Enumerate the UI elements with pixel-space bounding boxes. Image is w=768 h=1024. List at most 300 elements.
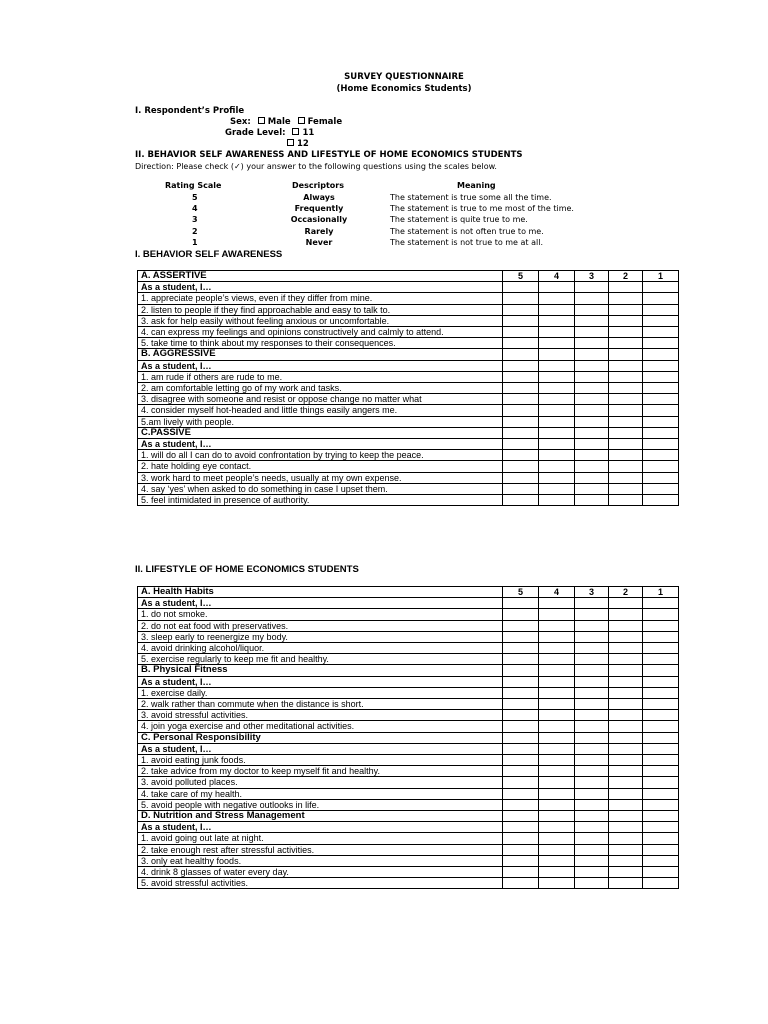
group-stem-text: As a student, I… — [138, 822, 503, 833]
rating-cell[interactable] — [503, 483, 539, 494]
rating-cell[interactable] — [539, 495, 575, 506]
rating-cell[interactable] — [609, 855, 643, 866]
rating-cell[interactable] — [575, 293, 609, 304]
question-row-text: 2. listen to people if they find approachable and easy to talk to. — [138, 304, 503, 315]
question-row — [138, 710, 679, 721]
rating-cell[interactable] — [503, 643, 539, 654]
empty-cell — [643, 439, 679, 450]
rating-cell[interactable] — [539, 620, 575, 631]
group-stem — [138, 676, 679, 687]
question-row — [138, 416, 679, 427]
rating-cell[interactable] — [503, 766, 539, 777]
rating-cell[interactable] — [609, 405, 643, 416]
rating-cell[interactable] — [575, 687, 609, 698]
rating-cell[interactable] — [539, 833, 575, 844]
question-row — [138, 643, 679, 654]
rating-cell[interactable] — [575, 844, 609, 855]
rating-cell[interactable] — [575, 383, 609, 394]
scale-column-header: 4 — [539, 271, 575, 282]
rating-cell[interactable] — [539, 338, 575, 349]
rating-cell[interactable] — [539, 766, 575, 777]
rating-cell[interactable] — [643, 799, 679, 810]
rating-cell[interactable] — [539, 383, 575, 394]
empty-cell — [503, 665, 539, 676]
group-heading-text: C.PASSIVE — [138, 427, 503, 438]
empty-cell — [539, 282, 575, 293]
rating-cell[interactable] — [575, 766, 609, 777]
question-row — [138, 878, 679, 889]
empty-cell — [575, 665, 609, 676]
rating-cell[interactable] — [503, 654, 539, 665]
rating-cell[interactable] — [609, 620, 643, 631]
respondent-profile-heading: I. Respondent’s Profile — [135, 106, 245, 116]
empty-cell — [575, 822, 609, 833]
empty-cell — [539, 598, 575, 609]
question-row-text: 1. will do all I can do to avoid confrontation by trying to keep the peace. — [138, 450, 503, 461]
rating-cell[interactable] — [539, 450, 575, 461]
rating-scale-header-meaning: Meaning — [457, 181, 496, 190]
rating-cell[interactable] — [575, 833, 609, 844]
empty-cell — [539, 822, 575, 833]
question-row-text: 5. feel intimidated in presence of authority. — [138, 495, 503, 506]
question-row-text: 5.am lively with people. — [138, 416, 503, 427]
scale-column-header: 5 — [503, 587, 539, 598]
group-heading — [138, 811, 679, 822]
rating-cell[interactable] — [609, 483, 643, 494]
rating-cell[interactable] — [643, 472, 679, 483]
rating-cell[interactable] — [575, 710, 609, 721]
question-row — [138, 833, 679, 844]
rating-cell[interactable] — [609, 777, 643, 788]
rating-cell[interactable] — [643, 844, 679, 855]
question-row — [138, 788, 679, 799]
question-row — [138, 620, 679, 631]
rating-cell[interactable] — [539, 710, 575, 721]
rating-cell[interactable] — [643, 833, 679, 844]
empty-cell — [609, 743, 643, 754]
rating-cell[interactable] — [609, 643, 643, 654]
rating-scale-value: 1 — [192, 237, 198, 247]
empty-cell — [503, 427, 539, 438]
rating-cell[interactable] — [575, 338, 609, 349]
question-row-text: 3. only eat healthy foods. — [138, 855, 503, 866]
rating-cell[interactable] — [503, 315, 539, 326]
rating-cell[interactable] — [503, 450, 539, 461]
rating-cell[interactable] — [643, 495, 679, 506]
rating-cell[interactable] — [503, 755, 539, 766]
rating-cell[interactable] — [575, 472, 609, 483]
question-row-text: 1. am rude if others are rude to me. — [138, 371, 503, 382]
rating-scale-descriptor: Always — [303, 193, 335, 202]
rating-cell[interactable] — [575, 654, 609, 665]
group-heading — [138, 665, 679, 676]
rating-cell[interactable] — [643, 777, 679, 788]
group-stem — [138, 360, 679, 371]
rating-cell[interactable] — [575, 799, 609, 810]
rating-cell[interactable] — [643, 721, 679, 732]
rating-cell[interactable] — [609, 327, 643, 338]
rating-cell[interactable] — [539, 788, 575, 799]
question-row — [138, 394, 679, 405]
rating-cell[interactable] — [503, 338, 539, 349]
rating-cell[interactable] — [503, 777, 539, 788]
question-row — [138, 483, 679, 494]
rating-cell[interactable] — [575, 620, 609, 631]
group-stem-text: As a student, I… — [138, 676, 503, 687]
rating-cell[interactable] — [609, 394, 643, 405]
question-row — [138, 450, 679, 461]
rating-cell[interactable] — [609, 495, 643, 506]
rating-cell[interactable] — [539, 721, 575, 732]
rating-cell[interactable] — [609, 338, 643, 349]
rating-scale-row — [0, 215, 768, 226]
rating-cell[interactable] — [575, 483, 609, 494]
rating-cell[interactable] — [503, 710, 539, 721]
rating-cell[interactable] — [503, 293, 539, 304]
rating-cell[interactable] — [643, 327, 679, 338]
rating-cell[interactable] — [609, 609, 643, 620]
rating-cell[interactable] — [503, 394, 539, 405]
sex-field — [230, 117, 342, 127]
question-row — [138, 495, 679, 506]
rating-cell[interactable] — [503, 383, 539, 394]
rating-scale-descriptor: Never — [305, 237, 333, 247]
empty-cell — [539, 743, 575, 754]
male-checkbox[interactable] — [258, 117, 265, 124]
rating-cell[interactable] — [643, 631, 679, 642]
rating-cell[interactable] — [539, 799, 575, 810]
question-row-text: 3. work hard to meet people’s needs, usually at my own expense. — [138, 472, 503, 483]
group-heading — [138, 587, 679, 598]
question-row-text: 4. consider myself hot-headed and little things easily angers me. — [138, 405, 503, 416]
rating-cell[interactable] — [539, 327, 575, 338]
question-row — [138, 304, 679, 315]
rating-cell[interactable] — [643, 687, 679, 698]
rating-cell[interactable] — [643, 315, 679, 326]
rating-cell[interactable] — [503, 620, 539, 631]
question-row-text: 4. avoid drinking alcohol/liquor. — [138, 643, 503, 654]
rating-cell[interactable] — [539, 472, 575, 483]
rating-cell[interactable] — [575, 643, 609, 654]
rating-cell[interactable] — [575, 416, 609, 427]
rating-cell[interactable] — [643, 371, 679, 382]
rating-cell[interactable] — [575, 855, 609, 866]
rating-scale-header — [0, 181, 768, 192]
grade-12-checkbox[interactable] — [287, 139, 294, 146]
empty-cell — [503, 349, 539, 360]
rating-cell[interactable] — [609, 461, 643, 472]
empty-cell — [539, 427, 575, 438]
rating-cell[interactable] — [503, 799, 539, 810]
rating-cell[interactable] — [503, 416, 539, 427]
rating-cell[interactable] — [539, 855, 575, 866]
rating-scale-meaning: The statement is not often true to me. — [390, 226, 544, 236]
empty-cell — [503, 732, 539, 743]
rating-cell[interactable] — [575, 777, 609, 788]
question-row-text: 3. avoid polluted places. — [138, 777, 503, 788]
rating-cell[interactable] — [575, 461, 609, 472]
rating-cell[interactable] — [503, 609, 539, 620]
empty-cell — [539, 676, 575, 687]
empty-cell — [539, 811, 575, 822]
question-row-text: 5. take time to think about my responses to their consequences. — [138, 338, 503, 349]
question-row-text: 4. join yoga exercise and other meditational activities. — [138, 721, 503, 732]
behavior-self-awareness-table — [137, 270, 679, 506]
question-row — [138, 766, 679, 777]
rating-cell[interactable] — [503, 687, 539, 698]
rating-cell[interactable] — [539, 416, 575, 427]
rating-cell[interactable] — [503, 844, 539, 855]
rating-cell[interactable] — [503, 472, 539, 483]
question-row — [138, 721, 679, 732]
rating-cell[interactable] — [539, 867, 575, 878]
group-heading-text: A. Health Habits — [138, 587, 503, 598]
rating-cell[interactable] — [539, 609, 575, 620]
rating-cell[interactable] — [609, 293, 643, 304]
empty-cell — [643, 349, 679, 360]
rating-cell[interactable] — [575, 867, 609, 878]
rating-cell[interactable] — [503, 371, 539, 382]
survey-title: SURVEY QUESTIONNAIRE — [344, 72, 464, 82]
empty-cell — [575, 598, 609, 609]
rating-cell[interactable] — [643, 878, 679, 889]
empty-cell — [643, 811, 679, 822]
rating-cell[interactable] — [643, 710, 679, 721]
rating-cell[interactable] — [575, 405, 609, 416]
rating-cell[interactable] — [643, 383, 679, 394]
group-heading-text: C. Personal Responsibility — [138, 732, 503, 743]
rating-cell[interactable] — [575, 304, 609, 315]
question-row — [138, 867, 679, 878]
empty-cell — [643, 427, 679, 438]
rating-cell[interactable] — [503, 833, 539, 844]
rating-cell[interactable] — [539, 654, 575, 665]
rating-cell[interactable] — [539, 699, 575, 710]
rating-scale-value: 4 — [192, 204, 198, 214]
empty-cell — [643, 598, 679, 609]
survey-subtitle: (Home Economics Students) — [336, 84, 472, 94]
rating-cell[interactable] — [609, 699, 643, 710]
empty-cell — [575, 439, 609, 450]
rating-cell[interactable] — [609, 867, 643, 878]
rating-cell[interactable] — [609, 721, 643, 732]
rating-cell[interactable] — [503, 461, 539, 472]
rating-cell[interactable] — [609, 687, 643, 698]
rating-cell[interactable] — [575, 755, 609, 766]
empty-cell — [643, 822, 679, 833]
rating-cell[interactable] — [643, 461, 679, 472]
rating-scale-descriptor: Rarely — [304, 226, 334, 236]
rating-cell[interactable] — [643, 867, 679, 878]
group-heading-text: D. Nutrition and Stress Management — [138, 811, 503, 822]
rating-cell[interactable] — [609, 315, 643, 326]
rating-cell[interactable] — [609, 450, 643, 461]
empty-cell — [609, 360, 643, 371]
group-stem — [138, 743, 679, 754]
rating-scale-value: 3 — [192, 215, 198, 225]
rating-cell[interactable] — [539, 844, 575, 855]
rating-cell[interactable] — [575, 609, 609, 620]
female-checkbox[interactable] — [298, 117, 305, 124]
rating-cell[interactable] — [539, 631, 575, 642]
grade-11-checkbox[interactable] — [292, 128, 299, 135]
rating-cell[interactable] — [643, 654, 679, 665]
rating-cell[interactable] — [539, 687, 575, 698]
female-label: Female — [307, 117, 343, 127]
rating-cell[interactable] — [503, 788, 539, 799]
question-row — [138, 799, 679, 810]
rating-cell[interactable] — [503, 405, 539, 416]
question-row — [138, 844, 679, 855]
rating-cell[interactable] — [539, 293, 575, 304]
empty-cell — [609, 676, 643, 687]
rating-cell[interactable] — [609, 788, 643, 799]
empty-cell — [503, 811, 539, 822]
rating-cell[interactable] — [609, 631, 643, 642]
rating-cell[interactable] — [539, 483, 575, 494]
rating-cell[interactable] — [609, 799, 643, 810]
question-row — [138, 338, 679, 349]
group-heading — [138, 271, 679, 282]
group-stem-text: As a student, I… — [138, 360, 503, 371]
question-row-text: 2. am comfortable letting go of my work and tasks. — [138, 383, 503, 394]
rating-cell[interactable] — [539, 755, 575, 766]
rating-cell[interactable] — [539, 777, 575, 788]
empty-cell — [575, 360, 609, 371]
rating-cell[interactable] — [609, 844, 643, 855]
rating-cell[interactable] — [609, 371, 643, 382]
empty-cell — [643, 282, 679, 293]
rating-cell[interactable] — [643, 620, 679, 631]
rating-cell[interactable] — [575, 878, 609, 889]
empty-cell — [643, 360, 679, 371]
rating-cell[interactable] — [643, 609, 679, 620]
rating-cell[interactable] — [609, 755, 643, 766]
rating-cell[interactable] — [643, 405, 679, 416]
rating-cell[interactable] — [539, 394, 575, 405]
rating-cell[interactable] — [539, 405, 575, 416]
rating-cell[interactable] — [609, 383, 643, 394]
rating-scale-header-scale: Rating Scale — [165, 181, 222, 190]
group-stem-text: As a student, I… — [138, 282, 503, 293]
question-row-text: 4. drink 8 glasses of water every day. — [138, 867, 503, 878]
rating-cell[interactable] — [609, 878, 643, 889]
rating-cell[interactable] — [643, 416, 679, 427]
male-label: Male — [267, 117, 291, 127]
rating-cell[interactable] — [609, 654, 643, 665]
rating-cell[interactable] — [503, 304, 539, 315]
group-stem — [138, 598, 679, 609]
question-row — [138, 609, 679, 620]
rating-cell[interactable] — [643, 699, 679, 710]
question-row — [138, 755, 679, 766]
question-row-text: 2. do not eat food with preservatives. — [138, 620, 503, 631]
rating-cell[interactable] — [503, 327, 539, 338]
rating-scale-value: 5 — [192, 193, 198, 202]
lifestyle-table — [137, 586, 679, 889]
rating-cell[interactable] — [643, 394, 679, 405]
rating-cell[interactable] — [575, 788, 609, 799]
rating-cell[interactable] — [609, 416, 643, 427]
group-stem — [138, 439, 679, 450]
rating-cell[interactable] — [539, 371, 575, 382]
empty-cell — [643, 743, 679, 754]
rating-cell[interactable] — [643, 788, 679, 799]
rating-cell[interactable] — [503, 699, 539, 710]
group-stem-text: As a student, I… — [138, 743, 503, 754]
rating-cell[interactable] — [575, 394, 609, 405]
rating-cell[interactable] — [503, 495, 539, 506]
rating-cell[interactable] — [643, 766, 679, 777]
question-row — [138, 461, 679, 472]
rating-cell[interactable] — [539, 878, 575, 889]
rating-cell[interactable] — [643, 450, 679, 461]
rating-cell[interactable] — [643, 338, 679, 349]
rating-cell[interactable] — [539, 643, 575, 654]
rating-cell[interactable] — [643, 304, 679, 315]
rating-cell[interactable] — [609, 710, 643, 721]
empty-cell — [643, 732, 679, 743]
empty-cell — [575, 811, 609, 822]
question-row-text: 5. exercise regularly to keep me fit and healthy. — [138, 654, 503, 665]
rating-cell[interactable] — [575, 631, 609, 642]
empty-cell — [609, 665, 643, 676]
empty-cell — [503, 282, 539, 293]
rating-cell[interactable] — [503, 721, 539, 732]
empty-cell — [609, 282, 643, 293]
rating-cell[interactable] — [539, 461, 575, 472]
rating-cell[interactable] — [575, 721, 609, 732]
rating-cell[interactable] — [643, 855, 679, 866]
rating-cell[interactable] — [503, 631, 539, 642]
rating-cell[interactable] — [609, 304, 643, 315]
rating-scale-descriptor: Occasionally — [290, 215, 348, 225]
rating-cell[interactable] — [575, 495, 609, 506]
rating-cell[interactable] — [575, 450, 609, 461]
rating-cell[interactable] — [643, 755, 679, 766]
scale-column-header: 2 — [609, 271, 643, 282]
rating-cell[interactable] — [609, 833, 643, 844]
grade-12-option — [283, 139, 309, 149]
rating-cell[interactable] — [503, 855, 539, 866]
group-stem-text: As a student, I… — [138, 439, 503, 450]
direction-text: Direction: Please check (✓) your answer to the following questions using the scales below. — [135, 162, 497, 171]
rating-cell[interactable] — [575, 371, 609, 382]
empty-cell — [503, 822, 539, 833]
question-row — [138, 472, 679, 483]
rating-cell[interactable] — [539, 315, 575, 326]
empty-cell — [539, 360, 575, 371]
rating-cell[interactable] — [643, 483, 679, 494]
rating-cell[interactable] — [503, 867, 539, 878]
empty-cell — [503, 676, 539, 687]
rating-cell[interactable] — [575, 315, 609, 326]
rating-cell[interactable] — [503, 878, 539, 889]
rating-cell[interactable] — [575, 327, 609, 338]
rating-cell[interactable] — [539, 304, 575, 315]
empty-cell — [609, 811, 643, 822]
rating-cell[interactable] — [609, 766, 643, 777]
rating-cell[interactable] — [609, 472, 643, 483]
empty-cell — [609, 822, 643, 833]
rating-scale-meaning: The statement is not true to me at all. — [390, 237, 543, 247]
question-row — [138, 631, 679, 642]
rating-cell[interactable] — [643, 643, 679, 654]
rating-scale-descriptor: Frequently — [294, 204, 344, 214]
rating-cell[interactable] — [643, 293, 679, 304]
question-row — [138, 699, 679, 710]
rating-cell[interactable] — [575, 699, 609, 710]
